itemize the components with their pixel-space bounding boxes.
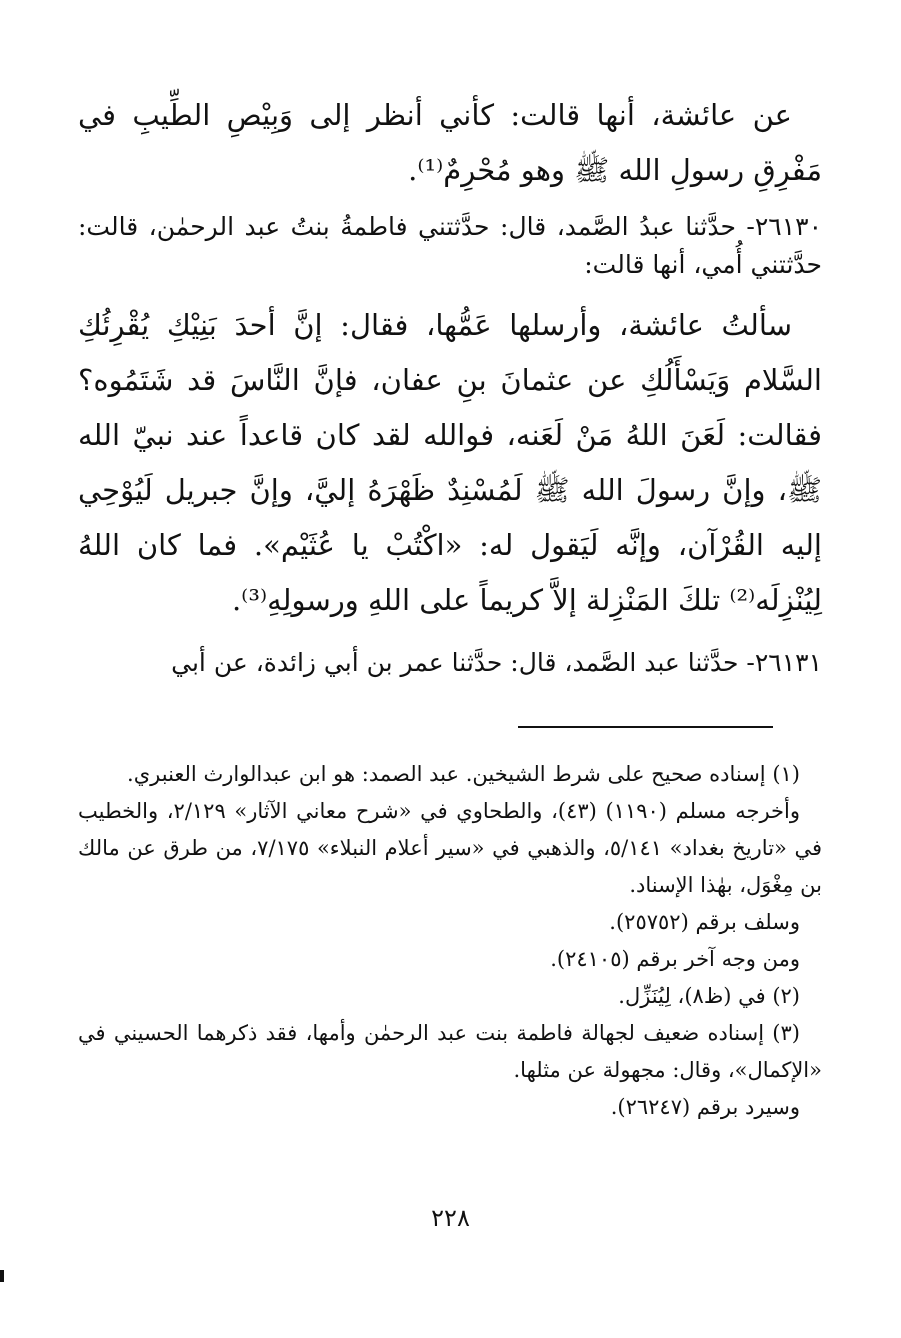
isnad-26130: ٢٦١٣٠- حدَّثنا عبدُ الصَّمد، قال: حدَّثتني فاطمةُ بنتُ عبد الرحمٰن، قالت: حدَّثتني أُمي، أنها قالت: (78, 212, 822, 279)
hadith-text-1: عن عائشة، أنها قالت: كأني أنظر إلى وَبِيْصِ الطِّيبِ في مَفْرِقِ رسولِ الله ﷺ وهو مُحْرِمٌ⁽¹⁾. (78, 98, 822, 187)
footnotes (78, 756, 822, 1126)
footnote-3: (٣) إسناده ضعيف لجهالة فاطمة بنت عبد الرحمٰن وأمها، فقد ذكرهما الحسيني في «الإكمال»، وقال: مجهولة عن مثلها. (78, 1021, 822, 1082)
footnote-1-takhrij: وأخرجه مسلم (١١٩٠) (٤٣)، والطحاوي في «شرح معاني الآثار» ٢/١٢٩، والخطيب في «تاريخ بغداد» ٥/١٤١، والذهبي في «سير أعلام النبلاء» ٧/١٧٥، من طرق عن مالك بن مِغْوَل، بهٰذا الإسناد. (78, 799, 823, 897)
hadith-text-2: سألتُ عائشة، وأرسلها عَمُّها، فقال: إنَّ أحدَ بَنِيْكِ يُقْرِئُكِ السَّلام وَيَسْأَلُكِ عن عثمانَ بنِ عفان، فإنَّ النَّاسَ قد شَتَمُوه؟ فقالت: لَعَنَ اللهُ مَنْ لَعَنه، فوالله لقد كان قاعداً عند نبيّ الله ﷺ، وإنَّ رسولَ الله ﷺ لَمُسْنِدٌ ظَهْرَهُ إليَّ، وإنَّ جبريل لَيُوْحِي إليه القُرْآن، وإنَّه لَيَقول له: «اكْتُبْ يا عُثَيْم». فما كان اللهُ لِيُنْزِلَه⁽²⁾ تلكَ المَنْزِلة إلاَّ كريماً على اللهِ ورسولِهِ⁽³⁾. (78, 308, 822, 617)
footnote-1-previous: وسلف برقم (٢٥٧٥٢). (609, 910, 800, 934)
footnote-separator (518, 726, 773, 728)
isnad-26131: ٢٦١٣١- حدَّثنا عبد الصَّمد، قال: حدَّثنا عمر بن أبي زائدة، عن أبي (171, 648, 822, 677)
footnote-3-forward: وسيرد برقم (٢٦٢٤٧). (610, 1095, 800, 1119)
footnote-1-other-route: ومن وجه آخر برقم (٢٤١٠٥). (550, 947, 800, 971)
page-number: ٢٢٨ (431, 1204, 470, 1232)
edge-mark (0, 1270, 4, 1282)
main-text (78, 88, 822, 682)
footnote-2: (٢) في (ظ٨)، لِيُنَزِّل. (618, 984, 800, 1008)
footnote-1: (١) إسناده صحيح على شرط الشيخين. عبد الصمد: هو ابن عبدالوارث العنبري. (127, 762, 800, 786)
